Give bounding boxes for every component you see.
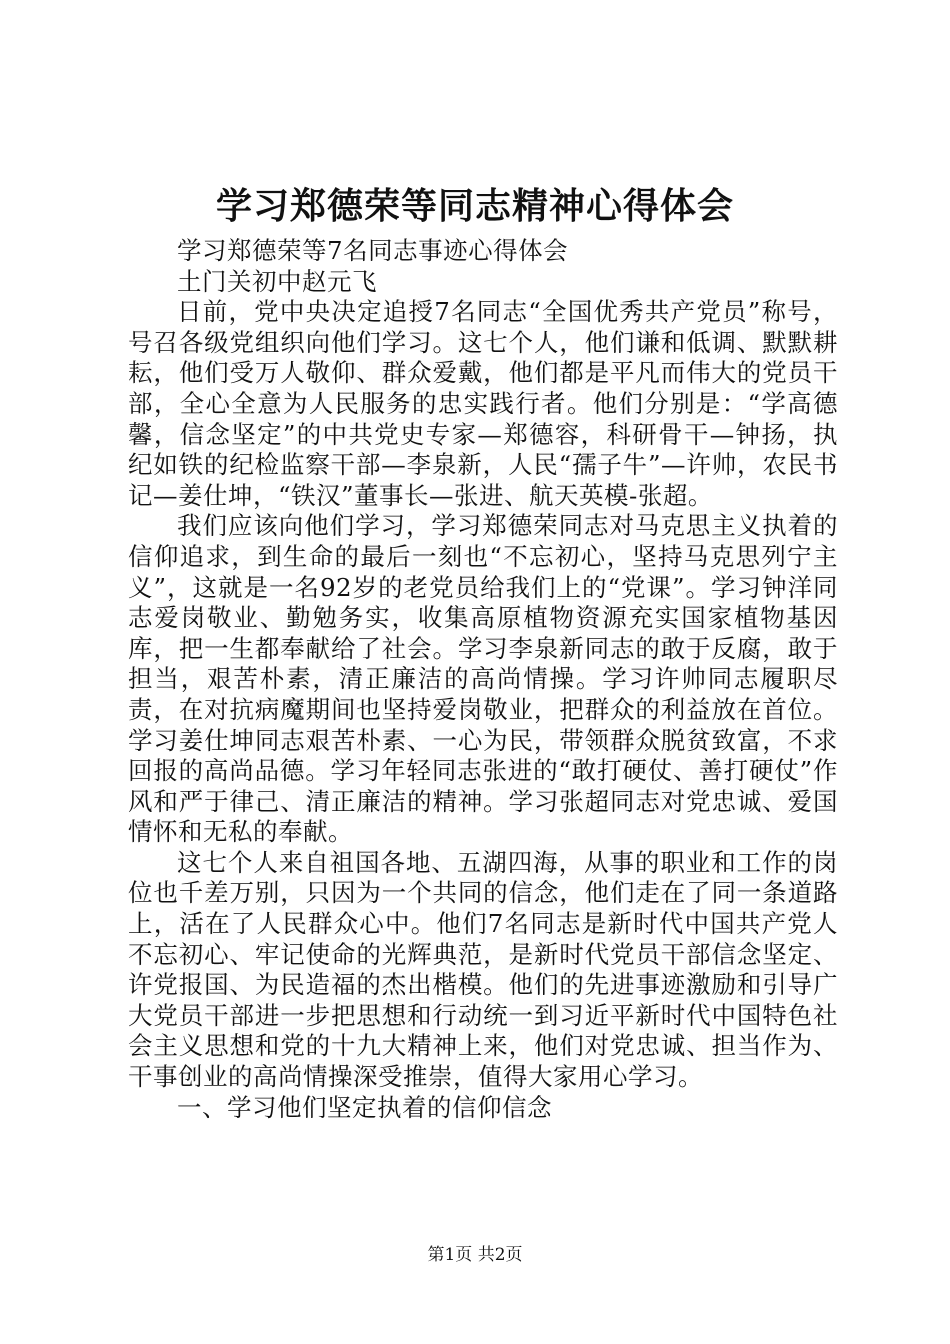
- page-footer: 第1页 共2页: [427, 1245, 523, 1265]
- document-title: 学习郑德荣等同志精神心得体会: [215, 186, 734, 227]
- document-body: [128, 236, 838, 1123]
- body-paragraph: 这七个人来自祖国各地、五湖四海，从事的职业和工作的岗位也千差万别，只因为一个共同的信念，他们走在了同一条道路上，活在了人民群众心中。他们7名同志是新时代中国共产党人不忘初心、牢记使命的光辉典范，是新时代党员干部信念坚定、许党报国、为民造福的杰出楷模。他们的先进事迹激励和引导广大党员干部进一步把思想和行动统一到习近平新时代中国特色社会主义思想和党的十九大精神上来，他们对党忠诚、担当作为、干事创业的高尚情操深受推崇，值得大家用心学习。: [128, 847, 838, 1092]
- author-line: 土门关初中赵元飞: [177, 266, 377, 296]
- body-paragraph: 我们应该向他们学习，学习郑德荣同志对马克思主义执着的信仰追求，到生命的最后一刻也“不忘初心，坚持马克思列宁主义”，这就是一名92岁的老党员给我们上的“党课”。学习钟洋同志爱岗敬业、勤勉务实，收集高原植物资源充实国家植物基因库，把一生都奉献给了社会。学习李泉新同志的敢于反腐，敢于担当，艰苦朴素，清正廉洁的高尚情操。学习许帅同志履职尽责，在对抗病魔期间也坚持爱岗敬业，把群众的利益放在首位。学习姜仕坤同志艰苦朴素、一心为民，带领群众脱贫致富，不求回报的高尚品德。学习年轻同志张进的“敢打硬仗、善打硬仗”作风和严于律己、清正廉洁的精神。学习张超同志对党忠诚、爱国情怀和无私的奉献。: [128, 511, 838, 847]
- body-paragraph: 日前，党中央决定追授7名同志“全国优秀共产党员”称号，号召各级党组织向他们学习。这七个人，他们谦和低调、默默耕耘，他们受万人敬仰、群众爱戴，他们都是平凡而伟大的党员干部，全心全意为人民服务的忠实践行者。他们分别是：“学高德馨，信念坚定”的中共党史专家—郑德容，科研骨干—钟扬，执纪如铁的纪检监察干部—李泉新，人民“孺子牛”—许帅，农民书记—姜仕坤，“铁汉”董事长—张进、航天英模-张超。: [128, 297, 838, 510]
- section-heading: 一、学习他们坚定执着的信仰信念: [177, 1092, 552, 1122]
- subtitle-paragraph: 学习郑德荣等7名同志事迹心得体会: [177, 236, 569, 265]
